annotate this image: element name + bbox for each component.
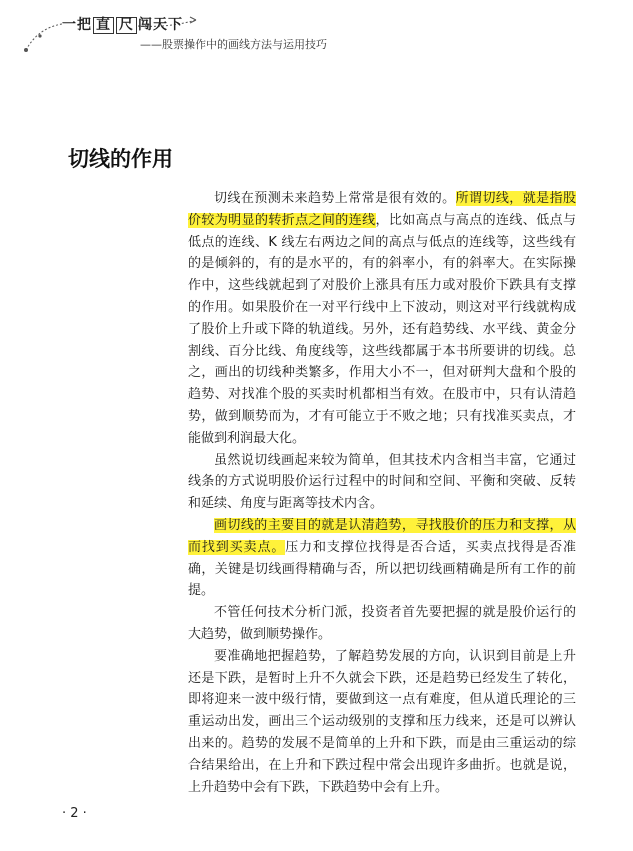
paragraph-3-rest: 压力和支撑位找得是否合适，买卖点找得是否准确，关键是切线画得精确与否，所以把切线画精确是所有工作的前提。 xyxy=(188,539,576,599)
page-number: · 2 · xyxy=(62,806,87,821)
series-title-suffix: 闯天下 xyxy=(138,17,183,33)
paragraph-3 xyxy=(188,515,576,602)
series-title-box-2: 尺 xyxy=(116,17,137,34)
highlighted-purpose: 画切线的主要目的就是认清趋势，寻找股价的压力和支撑，从而找到买卖点。 xyxy=(188,517,576,555)
series-subtitle: ——股票操作中的画线方法与运用技巧 xyxy=(140,38,327,51)
series-title-prefix: 一把 xyxy=(62,17,92,33)
paragraph-4: 不管任何技术分析门派，投资者首先要把握的就是股价运行的大趋势，做到顺势操作。 xyxy=(188,605,576,642)
body-text xyxy=(188,188,576,798)
paragraph-2: 虽然说切线画起来较为简单，但其技术内含相当丰富，它通过线条的方式说明股价运行过程中的时间和空间、平衡和突破、反转和延续、角度与距离等技术内含。 xyxy=(188,452,576,512)
paragraph-1-rest: ，比如高点与高点的连线、低点与低点的连线、K 线左右两边之间的高点与低点的连线等，这些线有的是倾斜的，有的是水平的，有的斜率小，有的斜率大。在实际操作中，这些线就起到了对股价上涨具有压力或对股价下跌具有支撑的作用。如果股价在一对平行线中上下波动，则这对平行线就构成了股价上升或下降的轨道线。另外，还有趋势线、水平线、黄金分割线、百分比线、角度线等，这些线都属于本书所要讲的切线。总之，画出的切线种类繁多，作用大小不一，但对研判大盘和个股的趋势、对找准个股的买卖时机都相当有效。在股市中，只有认清趋势，做到顺势而为，才有可能立于不败之地；只有找准买卖点，才能做到利润最大化。 xyxy=(188,212,576,446)
series-title xyxy=(62,14,183,34)
series-title-box-1: 直 xyxy=(93,17,114,34)
paragraph-5: 要准确地把握趋势，了解趋势发展的方向，认识到目前是上升还是下跌，是暂时上升不久就会下跌，还是趋势已经发生了转化，即将迎来一波中级行情，要做到这一点有难度，但从道氏理论的三重运动出发，画出三个运动级别的支撑和压力线来，还是可以辨认出来的。趋势的发展不是简单的上升和下跌，而是由三重运动的综合结果给出，在上升和下跌过程中常会出现许多曲折。也就是说，上升趋势中会有下跌，下跌趋势中会有上升。 xyxy=(188,648,576,795)
paragraph-1-intro: 切线在预测未来趋势上常常是很有效的。 xyxy=(214,191,456,206)
paragraph-1 xyxy=(188,188,576,450)
page-header xyxy=(0,0,633,80)
highlighted-definition: 所谓切线，就是指股价较为明显的转折点之间的连线 xyxy=(188,191,576,228)
chapter-title: 切线的作用 xyxy=(68,147,173,171)
